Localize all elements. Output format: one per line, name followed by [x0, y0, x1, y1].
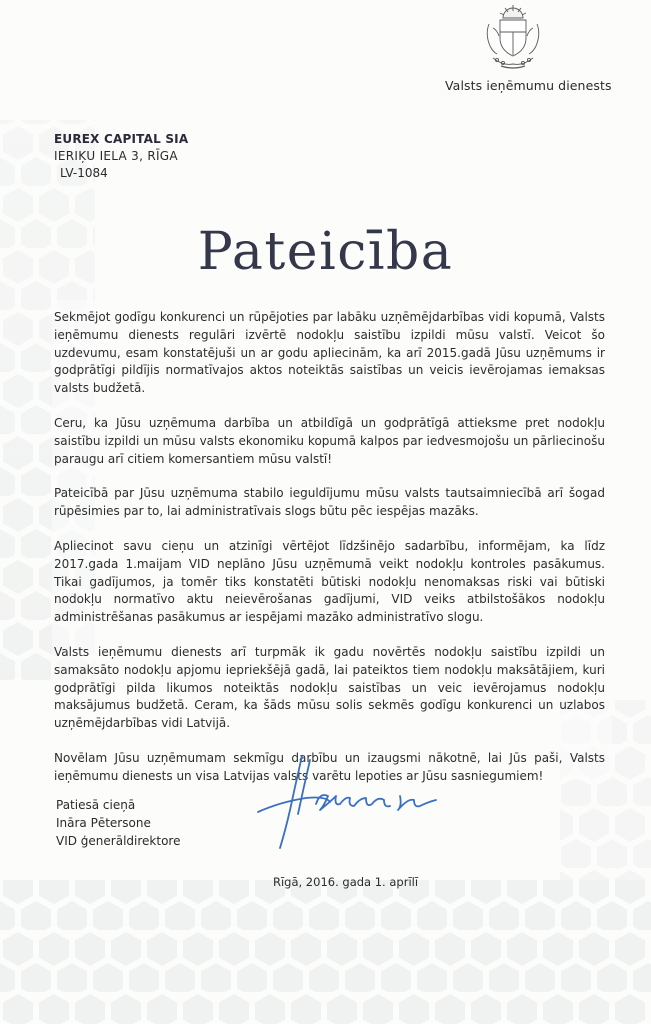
letter-title: Pateicība	[197, 222, 454, 282]
addressee-block	[54, 131, 188, 182]
body-paragraph: Apliecinot savu cieņu un atzinīgi vērtējot līdzšinējo sadarbību, informējam, ka līdz 2017.gada 1.maijam VID neplāno Jūsu uzņēmumā veikt nodokļu kontroles pasākumus. Tikai gadījumos, ja tomēr tiks konstatēti būtiski nodokļu nenomaksas riski vai būtiski nodokļu normatīvo aktu neievērošanas gadījumi, VID veiks atbilstošākos nodokļu administrēšanas pasākumus ar iespējami mazāko administratīvo slogu.	[54, 538, 605, 625]
signatory-position: VID ģenerāldirektore	[56, 834, 181, 848]
place-and-date: Rīgā, 2016. gada 1. aprīlī	[272, 875, 419, 889]
body-paragraph: Ceru, ka Jūsu uzņēmuma darbība un atbildīgā un godprātīgā attieksme pret nodokļu saistību izpildi un mūsu valsts ekonomiku kopumā kalpos par iedvesmojošu un pārliecinošu paraugu arī citiem komersantiem mūsu valstī!	[54, 415, 605, 466]
body-paragraph: Valsts ieņēmumu dienests arī turpmāk ik gadu novērtēs nodokļu saistību izpildi un samaksāto nodokļu apjomu iepriekšējā gadā, lai pateiktos tiem nodokļu maksātājiem, kuri godprātīgi pilda likumos noteiktās nodokļu saistības un veic ievērojamus nodokļu maksājumus budžetā. Ceram, ka šāds mūsu solis sekmēs godīgu konkurenci un uzlabos uzņēmējdarbības vidi Latvijā.	[54, 644, 605, 731]
latvia-coat-of-arms-icon	[481, 2, 545, 70]
addressee-company: EUREX CAPITAL SIA	[54, 132, 189, 146]
handwritten-signature	[250, 752, 450, 852]
closing-salutation: Patiesā cieņā	[56, 798, 136, 812]
signatory-name: Ināra Pētersone	[56, 816, 151, 830]
body-paragraph: Sekmējot godīgu konkurenci un rūpējoties par labāku uzņēmējdarbības vidi kopumā, Valsts ieņēmumu dienests regulāri izvērtē nodokļu saistību izpildi mūsu valstī. Veicot šo uzdevumu, esam konstatējuši un ar godu apliecinām, ka arī 2015.gadā Jūsu uzņēmums ir godprātīgi pildījis normatīvajos aktos noteiktās saistības un veicis ievērojamas iemaksas valsts budžetā.	[54, 310, 605, 396]
letter-body	[54, 309, 605, 803]
body-paragraph: Pateicībā par Jūsu uzņēmuma stabilo ieguldījumu mūsu valsts tautsaimniecībā arī šogad rūpēsimies par to, lai administratīvais slogs būtu pēc iespējas mazāks.	[54, 486, 605, 519]
body-paragraph: Novēlam Jūsu uzņēmumam sekmīgu darbību un izaugsmi nākotnē, lai Jūs paši, Valsts ieņēmumu dienests un visa Latvijas valsts varētu lepoties ar Jūsu sasniegumiem!	[54, 750, 605, 783]
addressee-postal-code: LV-1084	[60, 166, 108, 180]
agency-name: Valsts ieņēmumu dienests	[445, 78, 612, 93]
closing-block	[56, 796, 180, 850]
addressee-street: IERIĶU IELA 3, RĪGA	[54, 149, 178, 163]
